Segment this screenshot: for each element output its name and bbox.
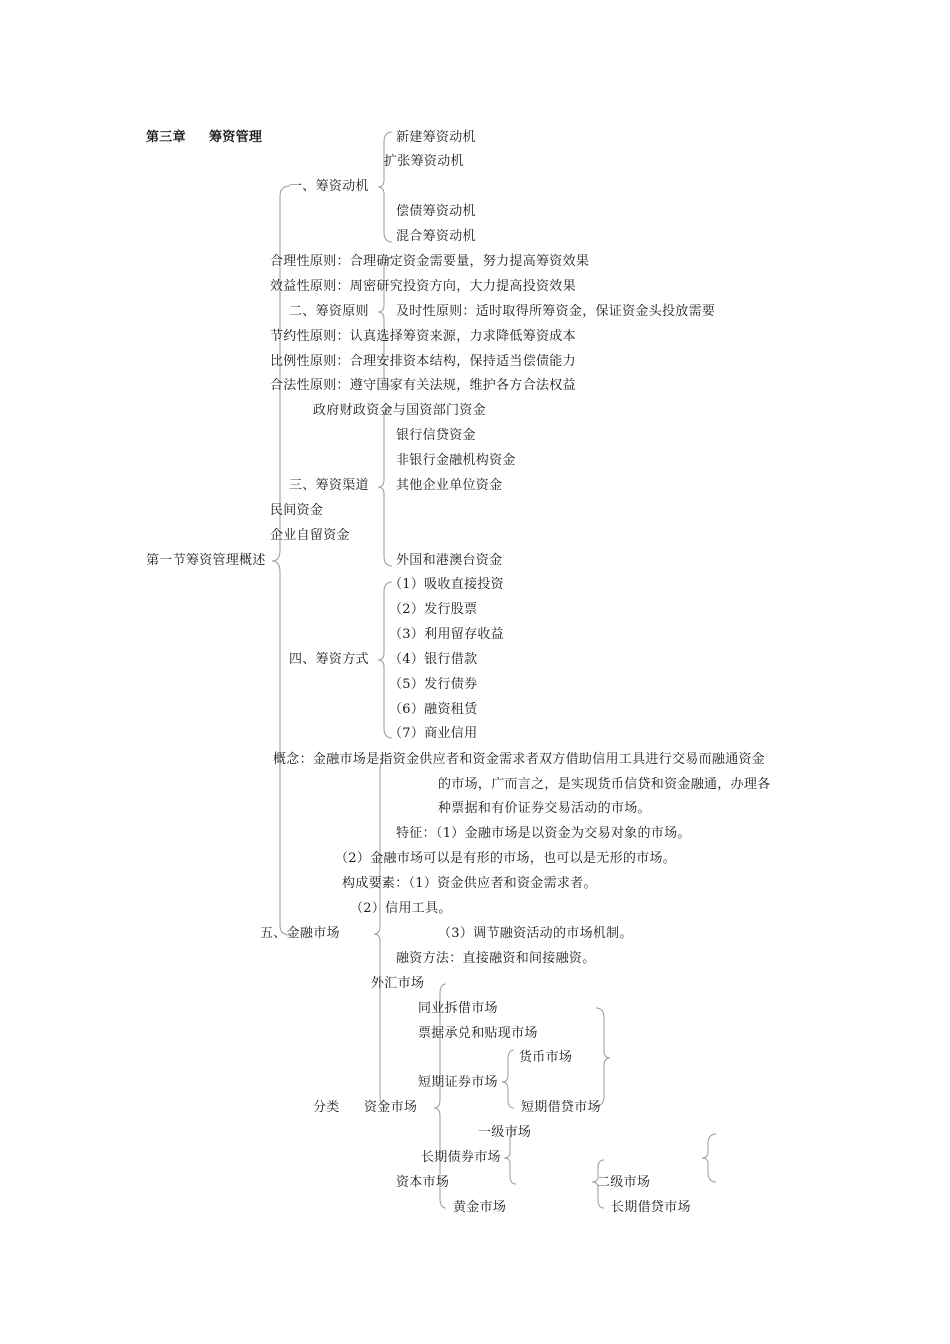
method-item: （1）吸收直接投资: [389, 577, 504, 592]
secondary-market: 二级市场: [597, 1175, 651, 1190]
channel-item: 非银行金融机构资金: [396, 453, 516, 468]
motives-heading: 一、筹资动机: [289, 179, 369, 194]
chapter-title: 筹资管理: [209, 130, 263, 145]
money-market: 货币市场: [519, 1050, 573, 1065]
market-financing: 融资方法：直接融资和间接融资。: [396, 951, 596, 966]
market-concept: 种票据和有价证券交易活动的市场。: [438, 801, 651, 816]
methods-heading: 四、筹资方式: [289, 652, 369, 667]
method-item: （2）发行股票: [389, 602, 478, 617]
long-loans-market: 长期借贷市场: [611, 1200, 691, 1215]
channels-heading: 三、筹资渠道: [289, 478, 369, 493]
classification-label: 分类: [313, 1100, 340, 1115]
principle-item: 合法性原则：遵守国家有关法规，维护各方合法权益: [270, 378, 576, 393]
principle-item: 及时性原则：适时取得所筹资金，保证资金头投放需要: [396, 304, 716, 319]
motive-item: 混合筹资动机: [396, 229, 476, 244]
section-title: 第一节筹资管理概述: [146, 553, 266, 568]
long-bonds-market: 长期债券市场: [421, 1150, 501, 1165]
method-item: （7）商业信用: [389, 726, 478, 741]
method-item: （4）银行借款: [389, 652, 478, 667]
principle-item: 节约性原则：认真选择筹资来源，力求降低筹资成本: [270, 329, 576, 344]
bills-market: 票据承兑和贴现市场: [418, 1026, 538, 1041]
channel-item: 政府财政资金与国资部门资金: [313, 403, 486, 418]
interbank-market: 同业拆借市场: [418, 1001, 498, 1016]
motives-brace: [378, 132, 392, 242]
channel-item: 银行信贷资金: [396, 428, 476, 443]
chapter-number: 第三章: [146, 130, 186, 145]
motive-item: 新建筹资动机: [396, 130, 476, 145]
market-element: （2）信用工具。: [350, 901, 452, 916]
money-right-brace: [596, 1008, 610, 1106]
channel-item: 外国和港澳台资金: [396, 553, 503, 568]
channels-brace: [378, 408, 392, 566]
short-securities-market: 短期证券市场: [418, 1075, 498, 1090]
motive-item: 偿债筹资动机: [396, 204, 476, 219]
primary-market: 一级市场: [478, 1125, 532, 1140]
market-feature: 特征：（1）金融市场是以资金为交易对象的市场。: [396, 826, 691, 841]
market-concept: 的市场，广而言之，是实现货币信贷和资金融通，办理各: [438, 777, 771, 792]
channel-item: 其他企业单位资金: [396, 478, 503, 493]
motive-item: 扩张筹资动机: [384, 154, 464, 169]
principle-item: 效益性原则：周密研究投资方向，大力提高投资效果: [270, 279, 576, 294]
secondary-brace: [702, 1134, 716, 1182]
money-brace: [502, 1050, 514, 1108]
market-brace: [374, 760, 386, 1106]
market-element: 构成要素：（1）资金供应者和资金需求者。: [342, 876, 597, 891]
method-item: （5）发行债券: [389, 677, 478, 692]
principle-item: 比例性原则：合理安排资本结构，保持适当偿债能力: [270, 354, 576, 369]
forex-market: 外汇市场: [371, 976, 425, 991]
principles-heading: 二、筹资原则: [289, 304, 369, 319]
method-item: （6）融资租赁: [389, 702, 478, 717]
gold-market: 黄金市场: [453, 1200, 507, 1215]
market-feature: （2）金融市场可以是有形的市场，也可以是无形的市场。: [335, 851, 677, 866]
channel-item: 企业自留资金: [270, 528, 350, 543]
market-element: （3）调节融资活动的市场机制。: [438, 926, 633, 941]
short-loans-market: 短期借贷市场: [521, 1100, 601, 1115]
capital-funds-market: 资金市场: [364, 1100, 418, 1115]
method-item: （3）利用留存收益: [389, 627, 504, 642]
market-heading: 五、金融市场: [260, 926, 340, 941]
market-concept: 概念：金融市场是指资金供应者和资金需求者双方借助信用工具进行交易而融通资金: [273, 752, 766, 767]
channel-item: 民间资金: [270, 503, 324, 518]
capital-market: 资本市场: [396, 1175, 450, 1190]
principle-item: 合理性原则：合理确定资金需要量，努力提高筹资效果: [270, 254, 590, 269]
section-brace: [272, 186, 290, 935]
